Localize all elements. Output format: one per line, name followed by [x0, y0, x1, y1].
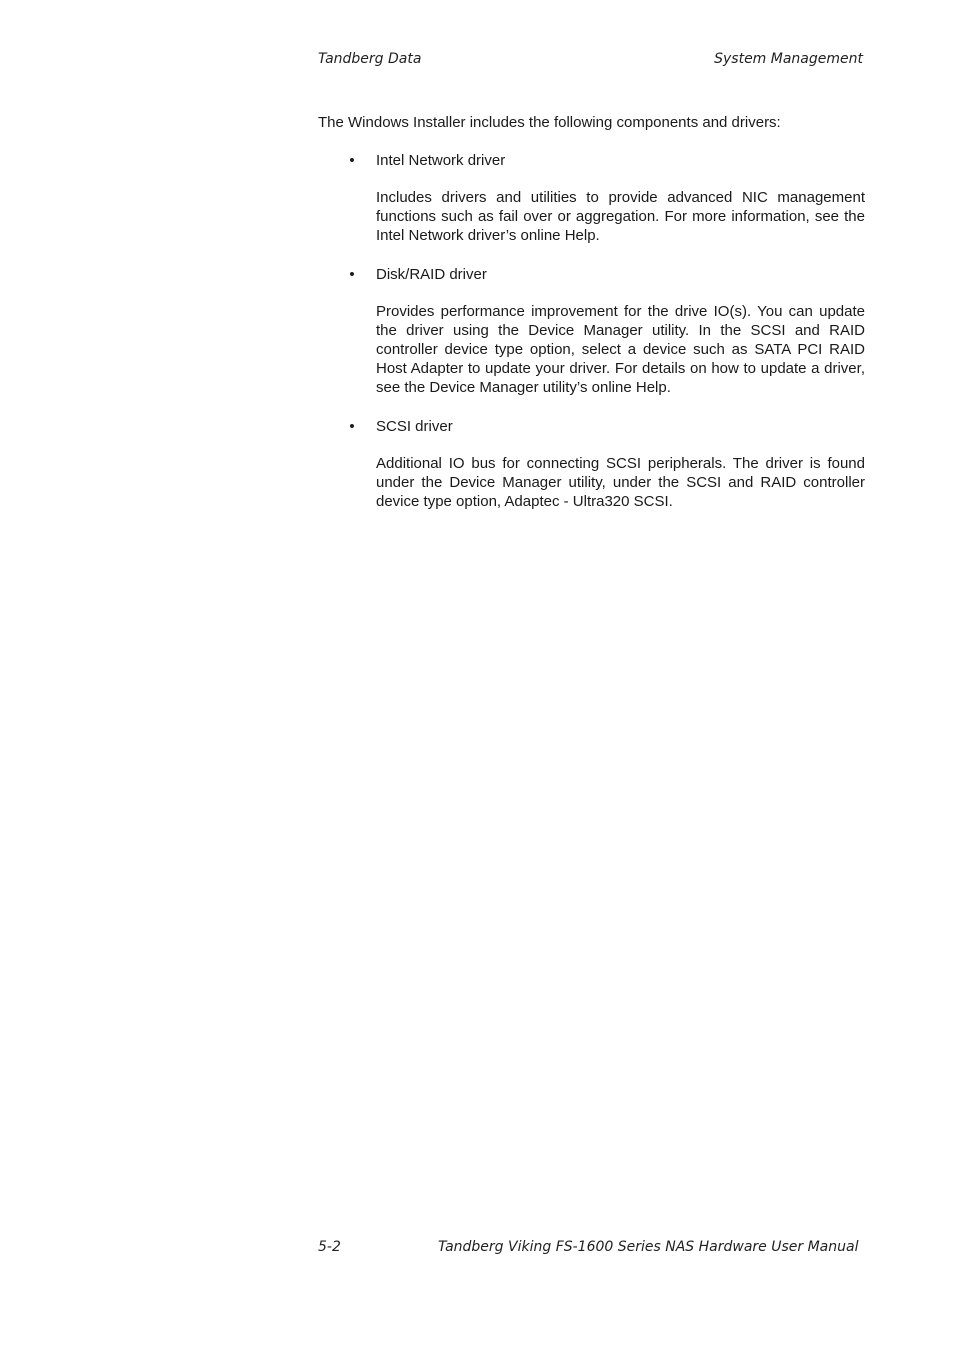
item-title: SCSI driver: [376, 418, 453, 435]
item-description: Provides performance improvement for the drive IO(s). You can update the driver using the Device Manager utility. In the SCSI and RAID controller device type option, select a device such as SATA PCI RAID Host Adapter to update your driver. For details on how to update a driver, see the Device Manager utility’s online Help.: [376, 303, 865, 396]
bullet-icon: •: [349, 152, 355, 169]
bullet-icon: •: [349, 266, 355, 283]
header-section: System Management: [714, 51, 863, 67]
item-description: Additional IO bus for connecting SCSI peripherals. The driver is found under the Device Manager utility, under the SCSI and RAID controller device type option, Adaptec - Ultra320 SCSI.: [376, 455, 865, 510]
page-header: [318, 51, 863, 71]
list-item: [318, 265, 865, 397]
intro-paragraph: The Windows Installer includes the following components and drivers:: [318, 114, 781, 131]
page-footer: [318, 1239, 863, 1259]
item-title: Intel Network driver: [376, 152, 506, 169]
header-company: Tandberg Data: [318, 51, 422, 67]
bullet-icon: •: [349, 418, 355, 435]
item-description: Includes drivers and utilities to provide advanced NIC management functions such as fail over or aggregation. For more information, see the Intel Network driver’s online Help.: [376, 189, 865, 244]
manual-title: Tandberg Viking FS-1600 Series NAS Hardware User Manual: [438, 1239, 859, 1255]
list-item: [318, 151, 865, 245]
page-content: [318, 113, 865, 531]
list-item: [318, 417, 865, 511]
page-number: 5-2: [318, 1239, 341, 1255]
item-title: Disk/RAID driver: [376, 266, 487, 283]
